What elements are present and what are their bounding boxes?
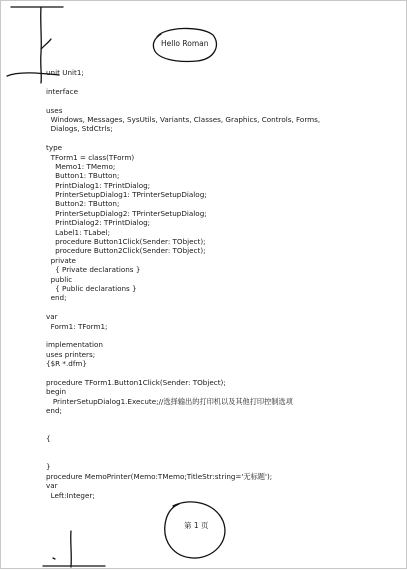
code-line	[46, 444, 396, 453]
code-line: TForm1 = class(TForm)	[46, 152, 135, 162]
code-line: {$R *.dfm}	[46, 359, 87, 369]
code-line: procedure Button1Click(Sender: TObject);	[46, 237, 206, 247]
page-number-label: 第 1 页	[184, 521, 209, 530]
code-line	[46, 134, 396, 143]
code-line	[46, 96, 396, 105]
code-line: type	[46, 143, 63, 153]
code-line: procedure Button2Click(Sender: TObject);	[46, 246, 206, 256]
code-line: begin	[46, 387, 67, 397]
code-line	[46, 331, 396, 340]
code-line	[46, 303, 396, 312]
code-line: var	[46, 481, 58, 491]
code-line: Dialogs, StdCtrls;	[46, 124, 113, 134]
code-line: PrinterSetupDialog1.Execute;//选择输出的打印机以及其他打印控制选项	[46, 396, 293, 406]
bottom-dot	[53, 558, 55, 559]
code-line: implementation	[46, 340, 103, 350]
vertical-stroke-top	[41, 7, 42, 83]
code-line: PrintDialog2: TPrintDialog;	[46, 218, 151, 228]
code-line: Left:Integer;	[46, 490, 95, 500]
code-line: { Private declarations }	[46, 265, 141, 275]
code-line	[46, 453, 396, 462]
code-line	[46, 369, 396, 378]
code-line: uses printers;	[46, 349, 96, 359]
code-line: Button1: TButton;	[46, 171, 120, 181]
code-line	[46, 425, 396, 434]
code-line: uses	[46, 105, 63, 115]
code-line: { Public declarations }	[46, 283, 137, 293]
code-line: private	[46, 255, 76, 265]
code-line: procedure MemoPrinter(Memo:TMemo;TitleStr:string='无标题');	[46, 471, 273, 481]
code-line: var	[46, 312, 58, 322]
code-line: end;	[46, 406, 62, 416]
code-line: public	[46, 274, 73, 284]
code-line	[46, 77, 396, 86]
code-line: Form1: TForm1;	[46, 321, 108, 331]
code-line: end;	[46, 293, 67, 303]
code-listing	[46, 68, 396, 500]
code-line: {	[46, 434, 51, 444]
code-line: unit Unit1;	[46, 68, 84, 77]
short-hook	[41, 39, 51, 49]
code-line: Button2: TButton;	[46, 199, 120, 209]
code-line: PrinterSetupDialog1: TPrinterSetupDialog;	[46, 190, 207, 200]
code-line: PrinterSetupDialog2: TPrinterSetupDialog;	[46, 208, 207, 218]
code-line: interface	[46, 86, 79, 96]
vertical-stroke-bottom	[71, 531, 72, 567]
code-line: Memo1: TMemo;	[46, 161, 116, 171]
code-line: procedure TForm1.Button1Click(Sender: TObject);	[46, 377, 226, 387]
code-line	[46, 415, 396, 424]
code-line: Windows, Messages, SysUtils, Variants, Classes, Graphics, Controls, Forms,	[46, 114, 321, 124]
code-line: }	[46, 462, 51, 472]
hello-label: Hello Roman	[161, 39, 209, 48]
code-line: Label1: TLabel;	[46, 227, 111, 237]
code-line: PrintDialog1: TPrintDialog;	[46, 180, 151, 190]
